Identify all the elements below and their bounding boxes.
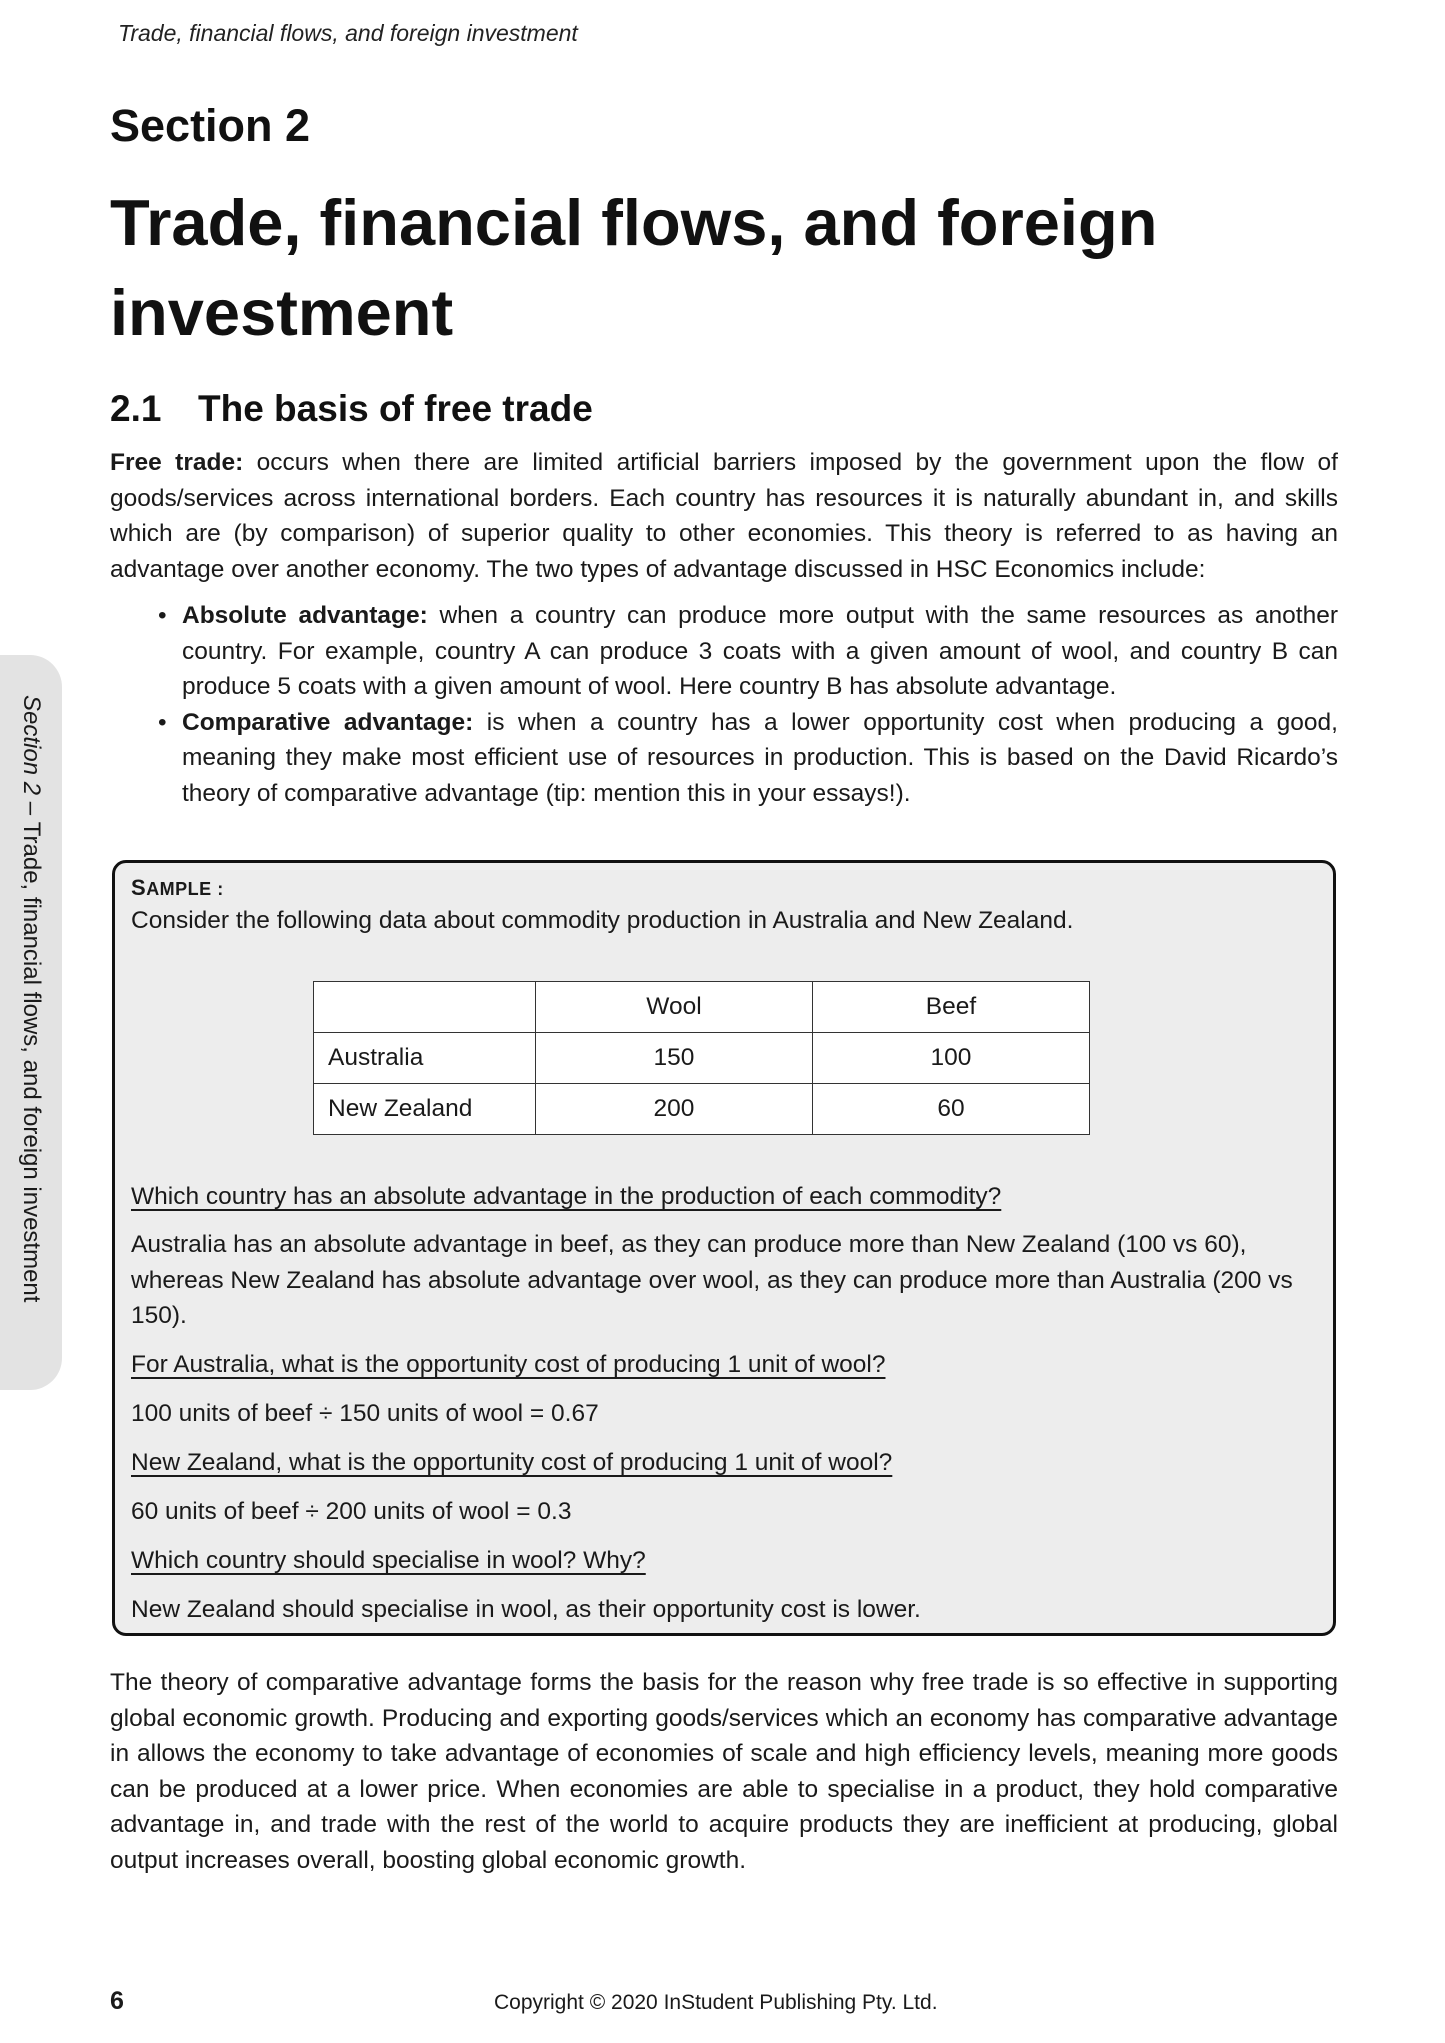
answer-4: New Zealand should specialise in wool, as their opportunity cost is lower. bbox=[131, 1596, 921, 1623]
sample-label-initial: S bbox=[131, 875, 147, 900]
bullet-text: is when a country has a lower opportunity cost when producing a good, meaning they make most efficient use of resources in production. This is based on the David Ricardo’s theory of comparative advantage (tip: mention this in your essays!). bbox=[182, 708, 1338, 807]
side-tab-label bbox=[17, 695, 45, 1302]
intro-paragraph bbox=[110, 445, 1338, 587]
list-item bbox=[158, 598, 1338, 705]
subsection-heading bbox=[110, 388, 593, 430]
sample-intro: Consider the following data about commodity production in Australia and New Zealand. bbox=[131, 907, 1074, 934]
table-header-row bbox=[314, 982, 1090, 1033]
answer-3: 60 units of beef ÷ 200 units of wool = 0.3 bbox=[131, 1498, 572, 1525]
table-row bbox=[314, 1033, 1090, 1084]
section-label: Section 2 bbox=[110, 100, 311, 151]
list-item bbox=[158, 705, 1338, 812]
table-cell: 150 bbox=[536, 1033, 813, 1084]
intro-term: Free trade: bbox=[110, 449, 244, 476]
table-cell: 60 bbox=[813, 1084, 1090, 1135]
bullet-term: Absolute advantage: bbox=[182, 602, 428, 629]
question-2: For Australia, what is the opportunity cost of producing 1 unit of wool? bbox=[131, 1351, 886, 1378]
table-corner-cell bbox=[314, 982, 536, 1033]
table-cell: 200 bbox=[536, 1084, 813, 1135]
question-1: Which country has an absolute advantage in the production of each commodity? bbox=[131, 1183, 1002, 1210]
table-cell: 100 bbox=[813, 1033, 1090, 1084]
advantage-list bbox=[158, 598, 1338, 811]
bullet-icon: • bbox=[158, 602, 167, 629]
question-3: New Zealand, what is the opportunity cost of producing 1 unit of wool? bbox=[131, 1449, 893, 1476]
intro-text: occurs when there are limited artificial barriers imposed by the government upon the flow of goods/services across international borders. Each country has resources it is naturally abundant in, and skills which are (by comparison) of superior quality to other economies. This theory is referred to as having an advantage over another economy. The two types of advantage discussed in HSC Economics include: bbox=[110, 449, 1338, 583]
page-number: 6 bbox=[110, 1987, 124, 2015]
sample-box bbox=[112, 860, 1336, 1636]
closing-paragraph: The theory of comparative advantage forms the basis for the reason why free trade is so effective in supporting global economic growth. Producing and exporting goods/services which an economy has comparative advantage in allows the economy to take advantage of economies of scale and high efficiency levels, meaning more goods can be produced at a lower price. When economies are able to specialise in a product, they hold comparative advantage in, and trade with the rest of the world to acquire products they are inefficient at producing, global output increases overall, boosting global economic growth. bbox=[110, 1669, 1338, 1874]
bullet-text: when a country can produce more output with the same resources as another country. For example, country A can produce 3 coats with a given amount of wool, and country B can produce 5 coats with a given amount of wool. Here country B has absolute advantage. bbox=[182, 602, 1338, 700]
table-row-header: New Zealand bbox=[314, 1084, 536, 1135]
side-tab-section: Section 2 – bbox=[18, 695, 45, 822]
running-header: Trade, financial flows, and foreign investment bbox=[118, 20, 578, 46]
sample-label bbox=[131, 875, 224, 901]
chapter-title: Trade, financial flows, and foreign investment bbox=[110, 186, 1158, 349]
subsection-title: The basis of free trade bbox=[198, 388, 593, 429]
copyright-notice: Copyright © 2020 InStudent Publishing Pty. Ltd. bbox=[494, 1991, 938, 2014]
question-4: Which country should specialise in wool? Why? bbox=[131, 1547, 646, 1574]
bullet-term: Comparative advantage: bbox=[182, 708, 474, 736]
answer-1: Australia has an absolute advantage in beef, as they can produce more than New Zealand (100 vs 60), whereas New Zealand has absolute advantage over wool, as they can produce more than Australia (200 vs 150). bbox=[131, 1231, 1293, 1329]
side-tab-title: Trade, financial flows, and foreign investment bbox=[18, 821, 45, 1303]
table-row bbox=[314, 1084, 1090, 1135]
table-header-cell: Wool bbox=[536, 982, 813, 1033]
table-row-header: Australia bbox=[314, 1033, 536, 1084]
sample-label-rest: AMPLE : bbox=[146, 879, 224, 899]
bullet-icon: • bbox=[158, 708, 167, 736]
subsection-number: 2.1 bbox=[110, 388, 162, 429]
answer-2: 100 units of beef ÷ 150 units of wool = 0.67 bbox=[131, 1400, 599, 1427]
production-table bbox=[313, 981, 1090, 1135]
table-header-cell: Beef bbox=[813, 982, 1090, 1033]
